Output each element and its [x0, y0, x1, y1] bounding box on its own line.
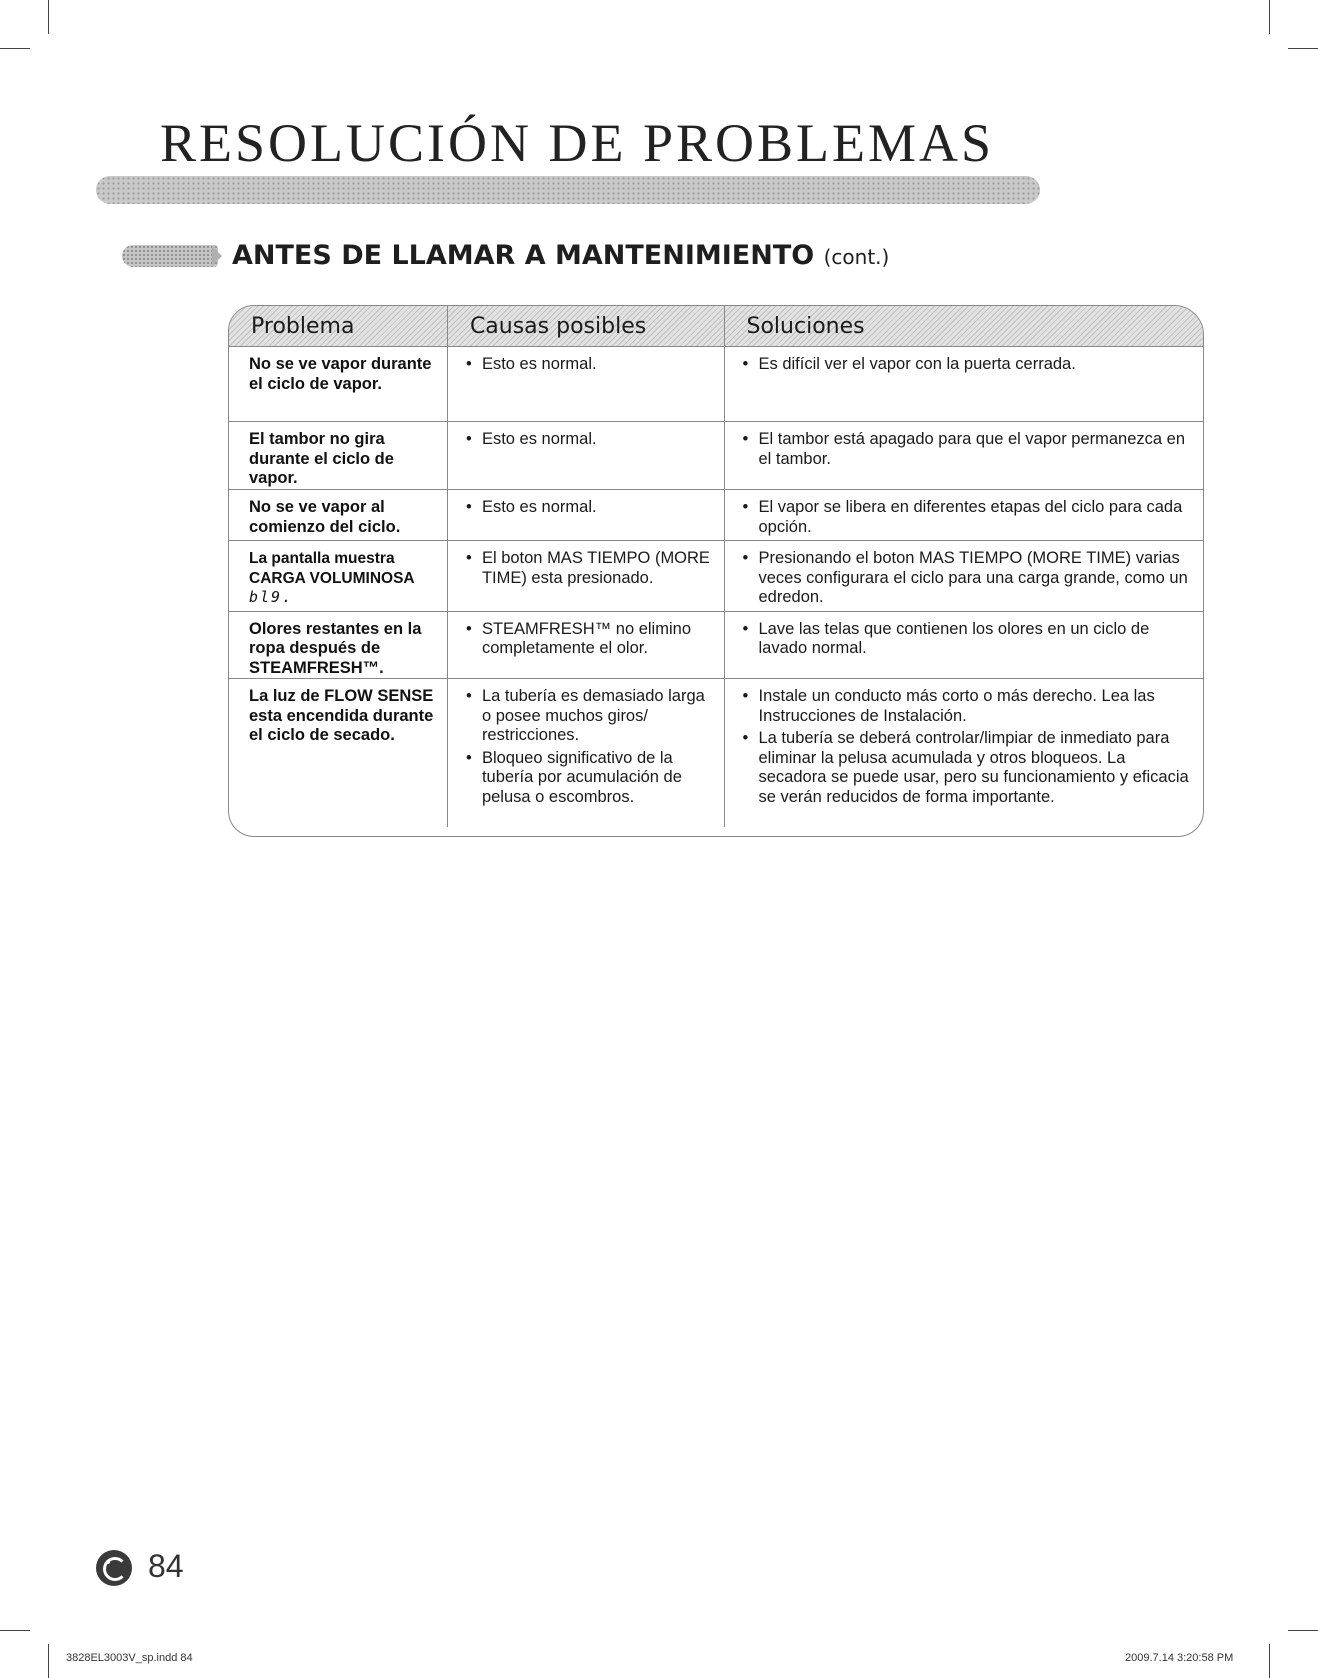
- solution-item: • El tambor está apagado para que el vapor permanezca en el tambor.: [741, 430, 1196, 469]
- title-underline-bar: [96, 176, 1040, 204]
- solutions-cell: [724, 422, 1203, 490]
- problem-cell: No se ve vapor durante el ciclo de vapor.: [229, 347, 447, 422]
- problem-line: CARGA VOLUMINOSA: [249, 569, 415, 587]
- section-arrow-icon: [212, 246, 222, 266]
- table-row: [229, 422, 1203, 490]
- lg-logo-dot: [106, 1560, 110, 1564]
- solution-item: • Presionando el boton MAS TIEMPO (MORE TIME) varias veces configurara el ciclo para una carga grande, como un edredon.: [741, 549, 1196, 608]
- file-info: 3828EL3003V_sp.indd 84: [66, 1652, 193, 1664]
- causes-cell: [447, 541, 724, 612]
- solution-item: • El vapor se libera en diferentes etapas del ciclo para cada opción.: [741, 498, 1196, 537]
- crop-mark: [48, 1644, 49, 1678]
- solution-item: • Lave las telas que contienen los olores en un ciclo de lavado normal.: [741, 620, 1196, 659]
- solutions-cell: [724, 679, 1203, 828]
- table-row: [229, 611, 1203, 679]
- cause-item: • La tubería es demasiado larga o posee muchos giros/ restricciones.: [464, 687, 716, 746]
- table-header-row: [229, 306, 1203, 347]
- problem-cell: [229, 541, 447, 612]
- section-title-text: ANTES DE LLAMAR A MANTENIMIENTO: [232, 240, 815, 271]
- causes-cell: [447, 611, 724, 679]
- solution-item: • Es difícil ver el vapor con la puerta cerrada.: [741, 355, 1196, 375]
- causes-cell: [447, 679, 724, 828]
- print-timestamp: 2009.7.14 3:20:58 PM: [1125, 1652, 1234, 1664]
- solutions-cell: [724, 490, 1203, 541]
- crop-mark: [1288, 48, 1318, 49]
- solutions-cell: [724, 347, 1203, 422]
- cause-item: • El boton MAS TIEMPO (MORE TIME) esta presionado.: [464, 549, 716, 588]
- crop-mark: [0, 1630, 30, 1631]
- header-solutions: Soluciones: [724, 306, 1203, 347]
- troubleshooting-table: [228, 305, 1204, 837]
- crop-mark: [1269, 1644, 1270, 1678]
- solution-item: • La tubería se deberá controlar/limpiar de inmediato para eliminar la pelusa acumulada y otros bloqueos. La secadora se puede usar, pero su funcionamiento y eficacia se verán reducidos de forma importante.: [741, 729, 1196, 807]
- table-row: [229, 347, 1203, 422]
- problem-cell: Olores restantes en la ropa después de STEAMFRESH™.: [229, 611, 447, 679]
- problem-cell: El tambor no gira durante el ciclo de vapor.: [229, 422, 447, 490]
- crop-mark: [1288, 1630, 1318, 1631]
- crop-mark: [0, 48, 30, 49]
- page-number: 84: [148, 1548, 184, 1584]
- table-row: [229, 490, 1203, 541]
- crop-mark: [48, 0, 49, 34]
- cause-item: • Esto es normal.: [464, 430, 716, 450]
- header-causes: Causas posibles: [447, 306, 724, 347]
- solutions-cell: [724, 541, 1203, 612]
- table-row: [229, 679, 1203, 828]
- lg-logo-icon: [96, 1550, 132, 1586]
- section-title-suffix: (cont.): [823, 245, 890, 269]
- causes-cell: [447, 347, 724, 422]
- cause-item: • Esto es normal.: [464, 498, 716, 518]
- cause-item: • Bloqueo significativo de la tubería por acumulación de pelusa o escombros.: [464, 749, 716, 808]
- solution-item: • Instale un conducto más corto o más derecho. Lea las Instrucciones de Instalación.: [741, 687, 1196, 726]
- problem-cell: La luz de FLOW SENSE esta encendida durante el ciclo de secado.: [229, 679, 447, 828]
- section-marker: [122, 245, 218, 267]
- crop-mark: [1269, 0, 1270, 34]
- causes-cell: [447, 422, 724, 490]
- header-problem: Problema: [229, 306, 447, 347]
- table-row: [229, 541, 1203, 612]
- cause-item: • STEAMFRESH™ no elimino completamente el olor.: [464, 620, 716, 659]
- problem-cell: No se ve vapor al comienzo del ciclo.: [229, 490, 447, 541]
- cause-item: • Esto es normal.: [464, 355, 716, 375]
- page-title: RESOLUCIÓN DE PROBLEMAS: [160, 113, 995, 173]
- solutions-cell: [724, 611, 1203, 679]
- causes-cell: [447, 490, 724, 541]
- section-title: [232, 240, 889, 271]
- problem-line: La pantalla muestra: [249, 550, 395, 567]
- display-code: bl9.: [249, 588, 294, 606]
